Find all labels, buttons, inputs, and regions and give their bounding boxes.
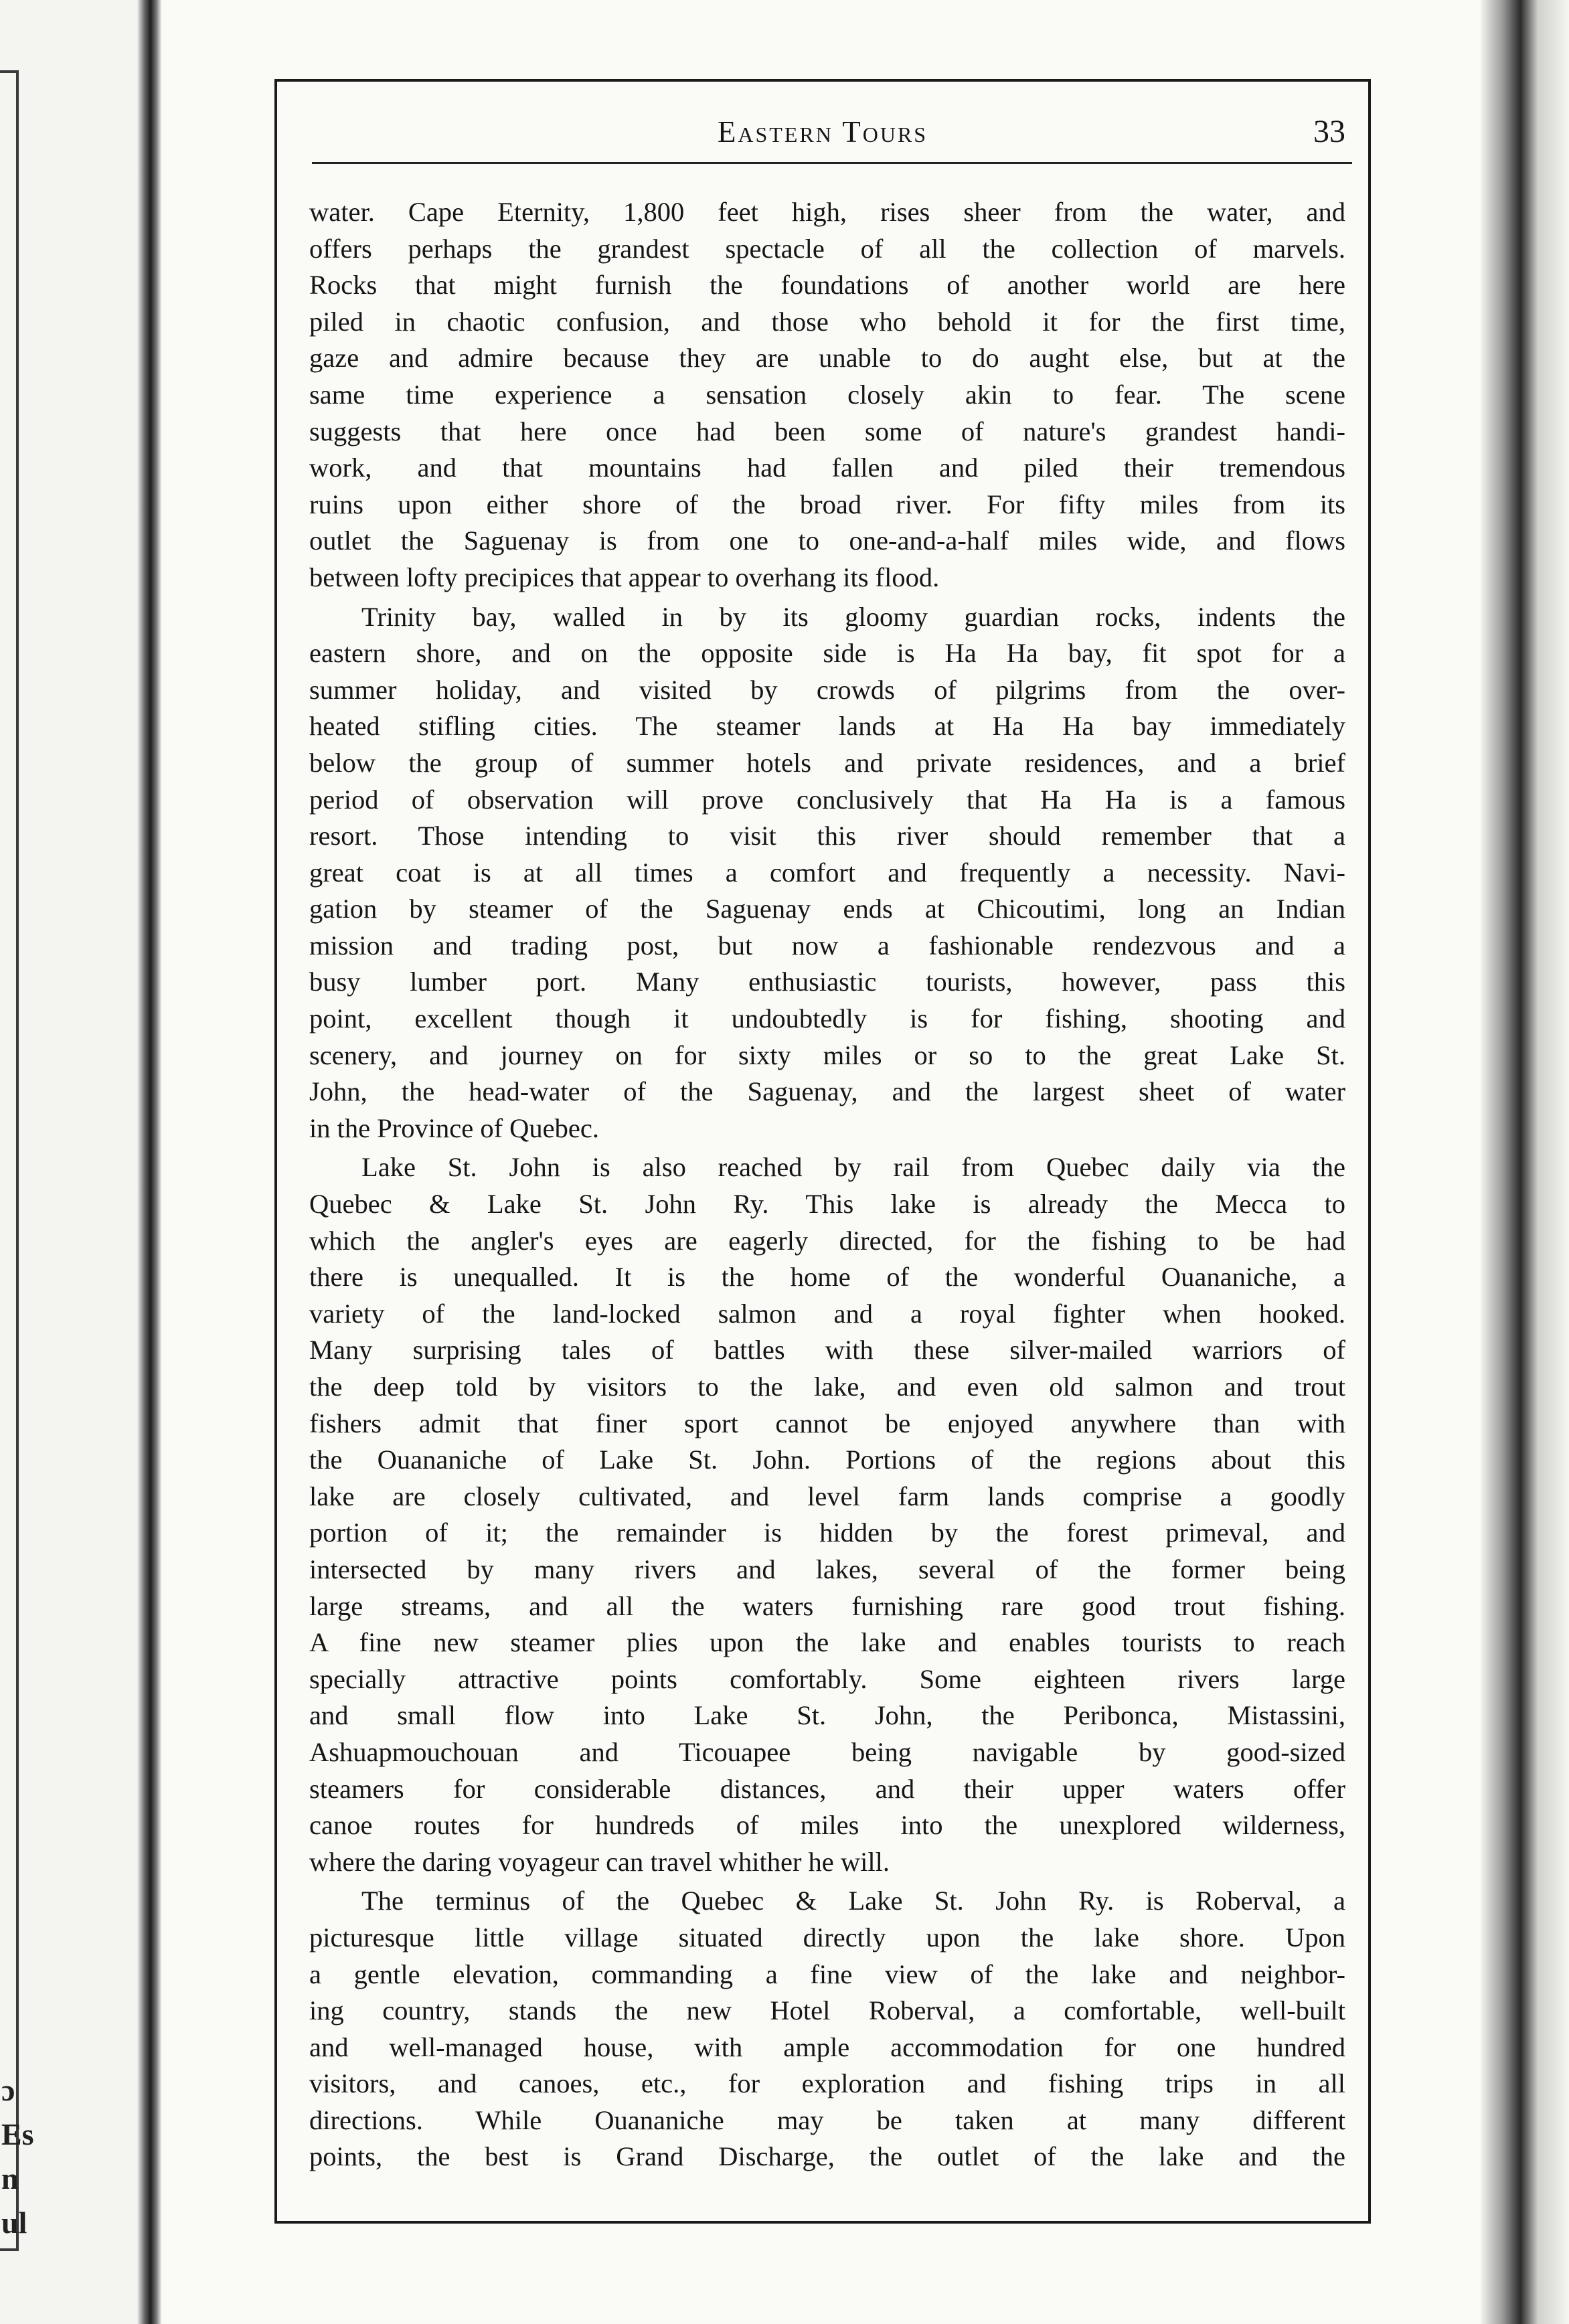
running-head-title: Eastern Tours [717, 115, 928, 149]
paragraph [309, 1883, 1345, 2175]
text-line: directions. While Ouananiche may be taken at many different [309, 2104, 1345, 2135]
paragraph [309, 599, 1345, 1147]
text-line: offers perhaps the grandest spectacle of all the collection of marvels. [309, 233, 1345, 264]
text-line: Lake St. John is also reached by rail from Quebec daily via the [361, 1152, 1345, 1183]
text-line: Ashuapmouchouan and Ticouapee being navigable by good-sized [309, 1736, 1345, 1767]
paragraph [309, 1149, 1345, 1880]
text-line: where the daring voyageur can travel whither he will. [309, 1846, 890, 1877]
text-line: specially attractive points comfortably. Some eighteen rivers large [309, 1663, 1345, 1694]
page-frame [274, 79, 1371, 2224]
text-line: there is unequalled. It is the home of the wonderful Ouananiche, a [309, 1262, 1345, 1293]
text-line: great coat is at all times a comfort and frequently a necessity. Navi- [309, 857, 1345, 888]
text-line: below the group of summer hotels and private residences, and a brief [309, 747, 1345, 778]
text-line: outlet the Saguenay is from one to one-and-a-half miles wide, and flows [309, 525, 1345, 556]
text-line: ruins upon either shore of the broad river. For fifty miles from its [309, 489, 1345, 519]
running-head [277, 108, 1368, 155]
facing-page-frame [0, 70, 19, 2251]
page-number: 33 [1313, 114, 1345, 149]
facing-page-fragment: n [1, 2161, 19, 2195]
text-line: fishers admit that finer sport cannot be enjoyed anywhere than with [309, 1408, 1345, 1438]
text-line: piled in chaotic confusion, and those who behold it for the first time, [309, 306, 1345, 337]
text-line: in the Province of Quebec. [309, 1112, 599, 1143]
text-line: heated stifling cities. The steamer lands at Ha Ha bay immediately [309, 711, 1345, 742]
text-line: large streams, and all the waters furnishing rare good trout fishing. [309, 1590, 1345, 1621]
text-line: which the angler's eyes are eagerly directed, for the fishing to be had [309, 1225, 1345, 1256]
facing-page-edge [0, 0, 151, 2324]
text-line: period of observation will prove conclusively that Ha Ha is a famous [309, 784, 1345, 815]
text-line: suggests that here once had been some of nature's grandest handi- [309, 416, 1345, 446]
header-rule [312, 162, 1352, 164]
text-line: canoe routes for hundreds of miles into the unexplored wilderness, [309, 1810, 1345, 1841]
page-right-edge [1481, 0, 1569, 2324]
facing-page-fragment: ul [1, 2206, 27, 2240]
facing-page-fragment: Es [1, 2117, 34, 2151]
text-line: mission and trading post, but now a fashionable rendezvous and a [309, 930, 1345, 961]
text-line: scenery, and journey on for sixty miles or so to the great Lake St. [309, 1040, 1345, 1070]
text-line: Quebec & Lake St. John Ry. This lake is already the Mecca to [309, 1189, 1345, 1220]
text-line: steamers for considerable distances, and their upper waters offer [309, 1773, 1345, 1804]
text-line: between lofty precipices that appear to overhang its flood. [309, 562, 940, 592]
text-line: picturesque little village situated directly upon the lake shore. Upon [309, 1922, 1345, 1953]
text-line: point, excellent though it undoubtedly is for fishing, shooting and [309, 1003, 1345, 1034]
text-line: same time experience a sensation closely akin to fear. The scene [309, 379, 1345, 410]
facing-page-text-fragments [1, 2068, 55, 2245]
text-line: The terminus of the Quebec & Lake St. John Ry. is Roberval, a [361, 1886, 1345, 1916]
text-line: A fine new steamer plies upon the lake and enables tourists to reach [309, 1627, 1345, 1658]
text-line: Many surprising tales of battles with these silver-mailed warriors of [309, 1335, 1345, 1365]
text-line: water. Cape Eternity, 1,800 feet high, rises sheer from the water, and [309, 197, 1345, 227]
text-line: John, the head-water of the Saguenay, and the largest sheet of water [309, 1076, 1345, 1107]
text-line: gation by steamer of the Saguenay ends at Chicoutimi, long an Indian [309, 894, 1345, 924]
text-line: ing country, stands the new Hotel Roberval, a comfortable, well-built [309, 1995, 1345, 2026]
text-line: visitors, and canoes, etc., for exploration and fishing trips in all [309, 2068, 1345, 2099]
text-line: and well-managed house, with ample accommodation for one hundred [309, 2031, 1345, 2062]
paragraph [309, 194, 1345, 596]
text-line: intersected by many rivers and lakes, several of the former being [309, 1554, 1345, 1584]
facing-page-fragment: ɔ [1, 2073, 15, 2107]
text-line: and small flow into Lake St. John, the Peribonca, Mistassini, [309, 1700, 1345, 1731]
text-line: lake are closely cultivated, and level farm lands comprise a goodly [309, 1481, 1345, 1511]
text-line: the Ouananiche of Lake St. John. Portions of the regions about this [309, 1444, 1345, 1475]
text-line: the deep told by visitors to the lake, and even old salmon and trout [309, 1372, 1345, 1402]
text-line: busy lumber port. Many enthusiastic tourists, however, pass this [309, 967, 1345, 997]
text-line: variety of the land-locked salmon and a royal fighter when hooked. [309, 1298, 1345, 1329]
text-line: Rocks that might furnish the foundations of another world are here [309, 270, 1345, 301]
text-line: eastern shore, and on the opposite side is Ha Ha bay, fit spot for a [309, 638, 1345, 669]
text-line: points, the best is Grand Discharge, the outlet of the lake and the [309, 2141, 1345, 2172]
text-line: resort. Those intending to visit this river should remember that a [309, 821, 1345, 851]
text-line: a gentle elevation, commanding a fine view of the lake and neighbor- [309, 1959, 1345, 1989]
book-gutter [137, 0, 161, 2324]
text-line: gaze and admire because they are unable to do aught else, but at the [309, 343, 1345, 374]
text-line: summer holiday, and visited by crowds of pilgrims from the over- [309, 674, 1345, 705]
body-text [309, 194, 1345, 2178]
text-line: work, and that mountains had fallen and piled their tremendous [309, 452, 1345, 483]
text-line: portion of it; the remainder is hidden by the forest primeval, and [309, 1517, 1345, 1548]
text-line: Trinity bay, walled in by its gloomy guardian rocks, indents the [361, 601, 1345, 632]
